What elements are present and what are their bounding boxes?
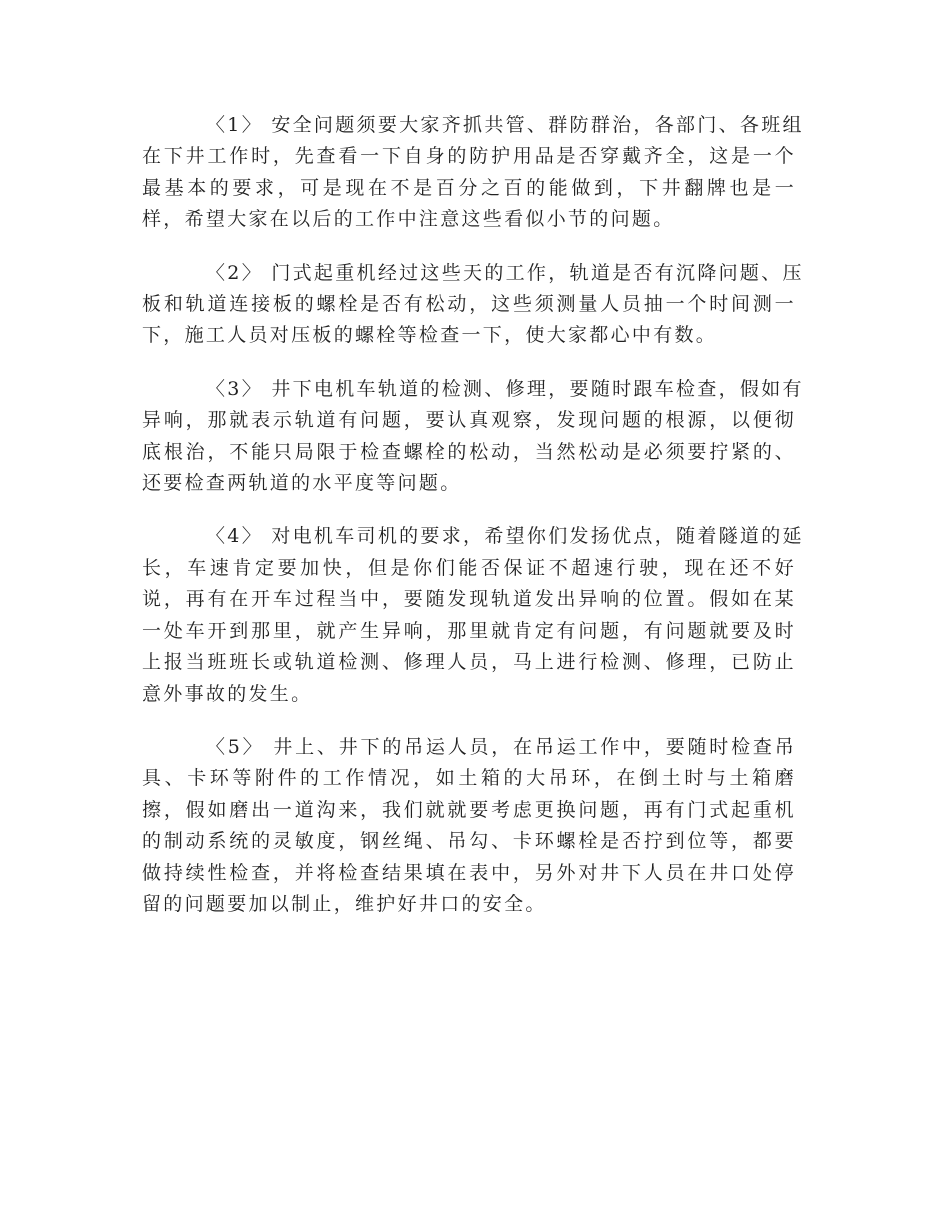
text-line: 说，再有在开车过程当中，要随发现轨道发出异响的位置。假如在某 bbox=[142, 588, 796, 611]
text-line: 在下井工作时，先查看一下自身的防护用品是否穿戴齐全，这是一个 bbox=[142, 145, 796, 168]
paragraph-3 bbox=[142, 374, 804, 500]
paragraph-2 bbox=[142, 258, 804, 352]
text-line: 〈2〉 门式起重机经过这些天的工作，轨道是否有沉降问题、压 bbox=[206, 261, 804, 284]
document-page bbox=[142, 110, 804, 942]
text-line: 意外事故的发生。 bbox=[142, 682, 313, 705]
text-line: 〈3〉 井下电机车轨道的检测、修理，要随时跟车检查，假如有 bbox=[206, 377, 804, 400]
text-line: 〈4〉 对电机车司机的要求，希望你们发扬优点，随着隧道的延 bbox=[206, 525, 804, 548]
text-line: 还要检查两轨道的水平度等问题。 bbox=[142, 472, 462, 495]
text-line: 留的问题要加以制止，维护好井口的安全。 bbox=[142, 892, 547, 915]
text-line: 异响，那就表示轨道有问题，要认真观察，发现问题的根源，以便彻 bbox=[142, 409, 796, 432]
text-line: 〈5〉 井上、井下的吊运人员，在吊运工作中，要随时检查吊 bbox=[206, 735, 796, 758]
text-line: 做持续性检查，并将检查结果填在表中，另外对井下人员在井口处停 bbox=[142, 861, 796, 884]
text-line: 一处车开到那里，就产生异响，那里就肯定有问题，有问题就要及时 bbox=[142, 619, 796, 642]
text-line: 样，希望大家在以后的工作中注意这些看似小节的问题。 bbox=[142, 208, 675, 231]
text-line: 长，车速肯定要加快，但是你们能否保证不超速行驶，现在还不好 bbox=[142, 556, 796, 579]
paragraph-5 bbox=[142, 732, 796, 920]
text-line: 板和轨道连接板的螺栓是否有松动，这些须测量人员抽一个时间测一 bbox=[142, 293, 796, 316]
text-line: 的制动系统的灵敏度，钢丝绳、吊勾、卡环螺栓是否拧到位等，都要 bbox=[142, 830, 796, 853]
text-line: 具、卡环等附件的工作情况，如土箱的大吊环，在倒土时与土箱磨 bbox=[142, 767, 796, 790]
text-line: 底根治，不能只局限于检查螺栓的松动，当然松动是必须要拧紧的、 bbox=[142, 440, 796, 463]
paragraph-1 bbox=[142, 110, 804, 236]
text-line: 最基本的要求，可是现在不是百分之百的能做到，下井翻牌也是一 bbox=[142, 176, 796, 199]
text-line: 上报当班班长或轨道检测、修理人员，马上进行检测、修理，已防止 bbox=[142, 651, 796, 674]
text-line: 下，施工人员对压板的螺栓等检查一下，使大家都心中有数。 bbox=[142, 324, 718, 347]
text-line: 擦，假如磨出一道沟来，我们就就要考虑更换问题，再有门式起重机 bbox=[142, 798, 796, 821]
paragraph-4 bbox=[142, 521, 804, 709]
text-line: 〈1〉 安全问题须要大家齐抓共管、群防群治，各部门、各班组 bbox=[206, 114, 804, 136]
